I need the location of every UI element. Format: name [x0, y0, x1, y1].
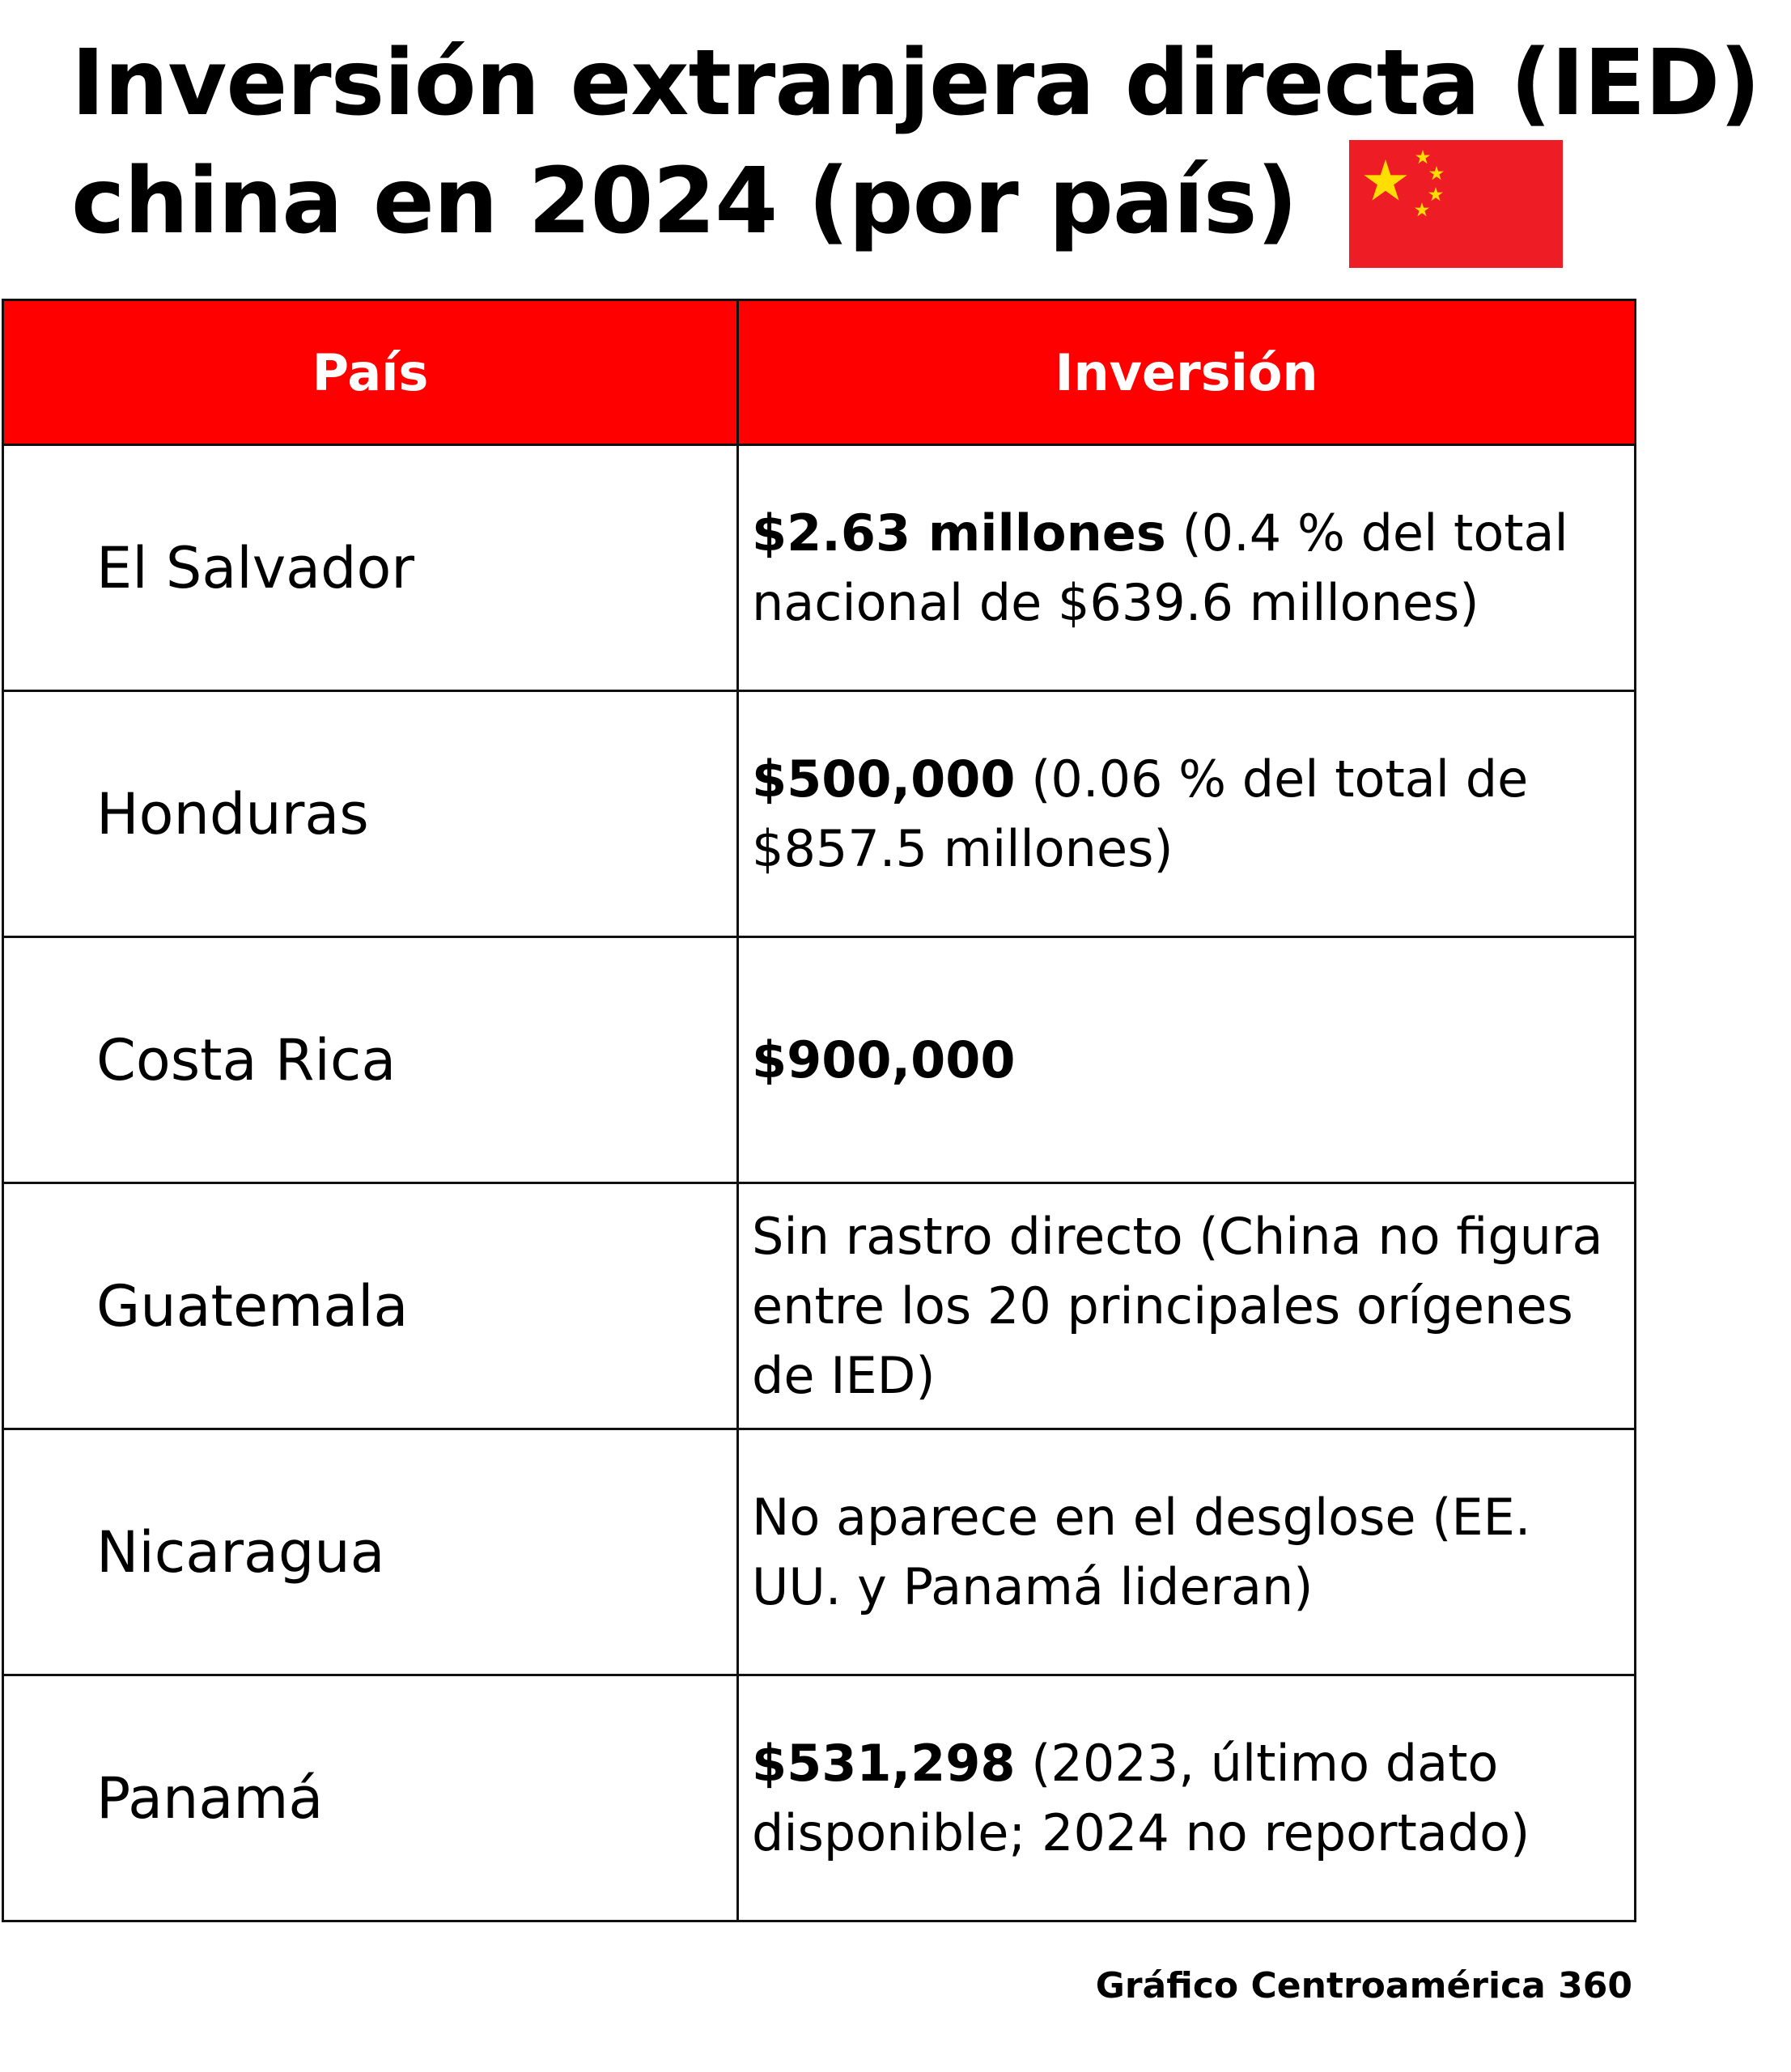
investment-cell: [738, 1183, 1636, 1429]
china-flag-icon: [1349, 140, 1563, 268]
investment-note: No aparece en el desglose (EE. UU. y Panamá lideran): [752, 1487, 1531, 1616]
investment-note: (0.4 % del total nacional de $639.6 millones): [752, 503, 1568, 632]
country-cell: Costa Rica: [3, 937, 738, 1183]
investment-cell: [738, 1675, 1636, 1921]
table-header-row: [3, 300, 1636, 445]
table-row: [3, 1675, 1636, 1921]
table-row: [3, 691, 1636, 937]
investment-cell: [738, 445, 1636, 691]
investment-amount: $2.63 millones: [752, 503, 1166, 563]
source-credit: Gráfico Centroamérica 360: [1095, 1965, 1632, 2006]
investment-amount: $900,000: [752, 1030, 1016, 1089]
investment-note: (2023, último dato disponible; 2024 no reportado): [752, 1733, 1530, 1862]
country-cell: Nicaragua: [3, 1429, 738, 1675]
table-row: [3, 1429, 1636, 1675]
country-cell: Honduras: [3, 691, 738, 937]
table-row: [3, 445, 1636, 691]
title-line-1: Inversión extranjera directa (IED): [71, 31, 1760, 136]
page-title: [71, 24, 1760, 261]
country-cell: El Salvador: [3, 445, 738, 691]
country-cell: Panamá: [3, 1675, 738, 1921]
column-header-investment: Inversión: [738, 300, 1636, 445]
investment-cell: [738, 937, 1636, 1183]
investment-cell: [738, 1429, 1636, 1675]
title-line-2: china en 2024 (por país): [71, 149, 1297, 254]
investment-cell: [738, 691, 1636, 937]
country-cell: Guatemala: [3, 1183, 738, 1429]
table-row: [3, 1183, 1636, 1429]
investment-note: Sin rastro directo (China no figura entre los 20 principales orígenes de IED): [752, 1206, 1603, 1405]
investment-amount: $531,298: [752, 1733, 1016, 1793]
column-header-country: País: [3, 300, 738, 445]
investment-amount: $500,000: [752, 749, 1016, 809]
table-row: [3, 937, 1636, 1183]
investment-note: (0.06 % del total de $857.5 millones): [752, 749, 1529, 878]
investment-table: [2, 299, 1636, 1922]
